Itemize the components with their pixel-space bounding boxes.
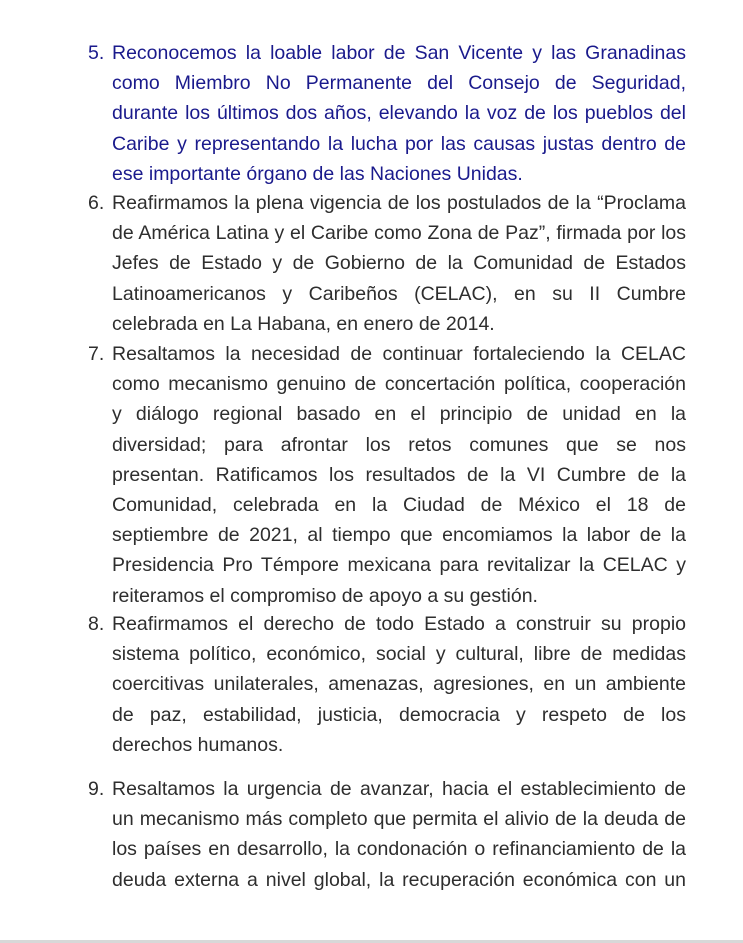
paragraph-line: celebrada en La Habana, en enero de 2014. bbox=[112, 312, 495, 335]
item-number: 9. bbox=[88, 778, 105, 800]
item-number: 5. bbox=[88, 42, 105, 64]
item-number: 7. bbox=[88, 343, 105, 365]
paragraph-line: diversidad; para afrontar los retos comunes que se nos bbox=[112, 433, 686, 456]
paragraph-line: Reafirmamos la plena vigencia de los postulados de la “Proclama bbox=[112, 192, 686, 214]
paragraph-line: de paz, estabilidad, justicia, democracia y respeto de los bbox=[112, 703, 686, 726]
paragraph-line: reiteramos el compromiso de apoyo a su gestión. bbox=[112, 584, 538, 607]
paragraph-line: y diálogo regional basado en el principio de unidad en la bbox=[112, 403, 686, 426]
paragraph-line: coercitivas unilaterales, amenazas, agresiones, en un ambiente bbox=[112, 673, 686, 696]
paragraph-line: septiembre de 2021, al tiempo que encomiamos la labor de la bbox=[112, 524, 686, 547]
paragraph-line: Presidencia Pro Témpore mexicana para revitalizar la CELAC y bbox=[112, 554, 686, 577]
paragraph-line: Jefes de Estado y de Gobierno de la Comunidad de Estados bbox=[112, 252, 686, 275]
item-number: 6. bbox=[88, 192, 105, 214]
paragraph-line: sistema político, económico, social y cultural, libre de medidas bbox=[112, 643, 686, 666]
paragraph-line: un mecanismo más completo que permita el alivio de la deuda de bbox=[112, 808, 686, 831]
paragraph-line: Reconocemos la loable labor de San Vicente y las Granadinas bbox=[112, 42, 686, 64]
paragraph-line: como Miembro No Permanente del Consejo de Seguridad, bbox=[112, 72, 686, 95]
paragraph-line: presentan. Ratificamos los resultados de la VI Cumbre de la bbox=[112, 463, 686, 486]
paragraph-line: Latinoamericanos y Caribeños (CELAC), en su II Cumbre bbox=[112, 282, 686, 305]
paragraph-line: durante los últimos dos años, elevando la voz de los pueblos del bbox=[112, 102, 686, 125]
paragraph-line: los países en desarrollo, la condonación o refinanciamiento de la bbox=[112, 838, 686, 861]
paragraph-line: Resaltamos la urgencia de avanzar, hacia el establecimiento de bbox=[112, 778, 686, 800]
paragraph-line: Comunidad, celebrada en la Ciudad de México el 18 de bbox=[112, 494, 686, 516]
paragraph-line: ese importante órgano de las Naciones Unidas. bbox=[112, 162, 523, 185]
paragraph-line: Caribe y representando la lucha por las causas justas dentro de bbox=[112, 132, 686, 155]
paragraph-line: derechos humanos. bbox=[112, 733, 284, 756]
paragraph-line: de América Latina y el Caribe como Zona de Paz”, firmada por los bbox=[112, 222, 686, 245]
paragraph-line: como mecanismo genuino de concertación política, cooperación bbox=[112, 373, 686, 396]
paragraph-line: Resaltamos la necesidad de continuar fortaleciendo la CELAC bbox=[112, 343, 686, 365]
item-number: 8. bbox=[88, 613, 105, 635]
paragraph-line: deuda externa a nivel global, la recuperación económica con un bbox=[112, 868, 686, 891]
paragraph-line: Reafirmamos el derecho de todo Estado a construir su propio bbox=[112, 613, 686, 635]
